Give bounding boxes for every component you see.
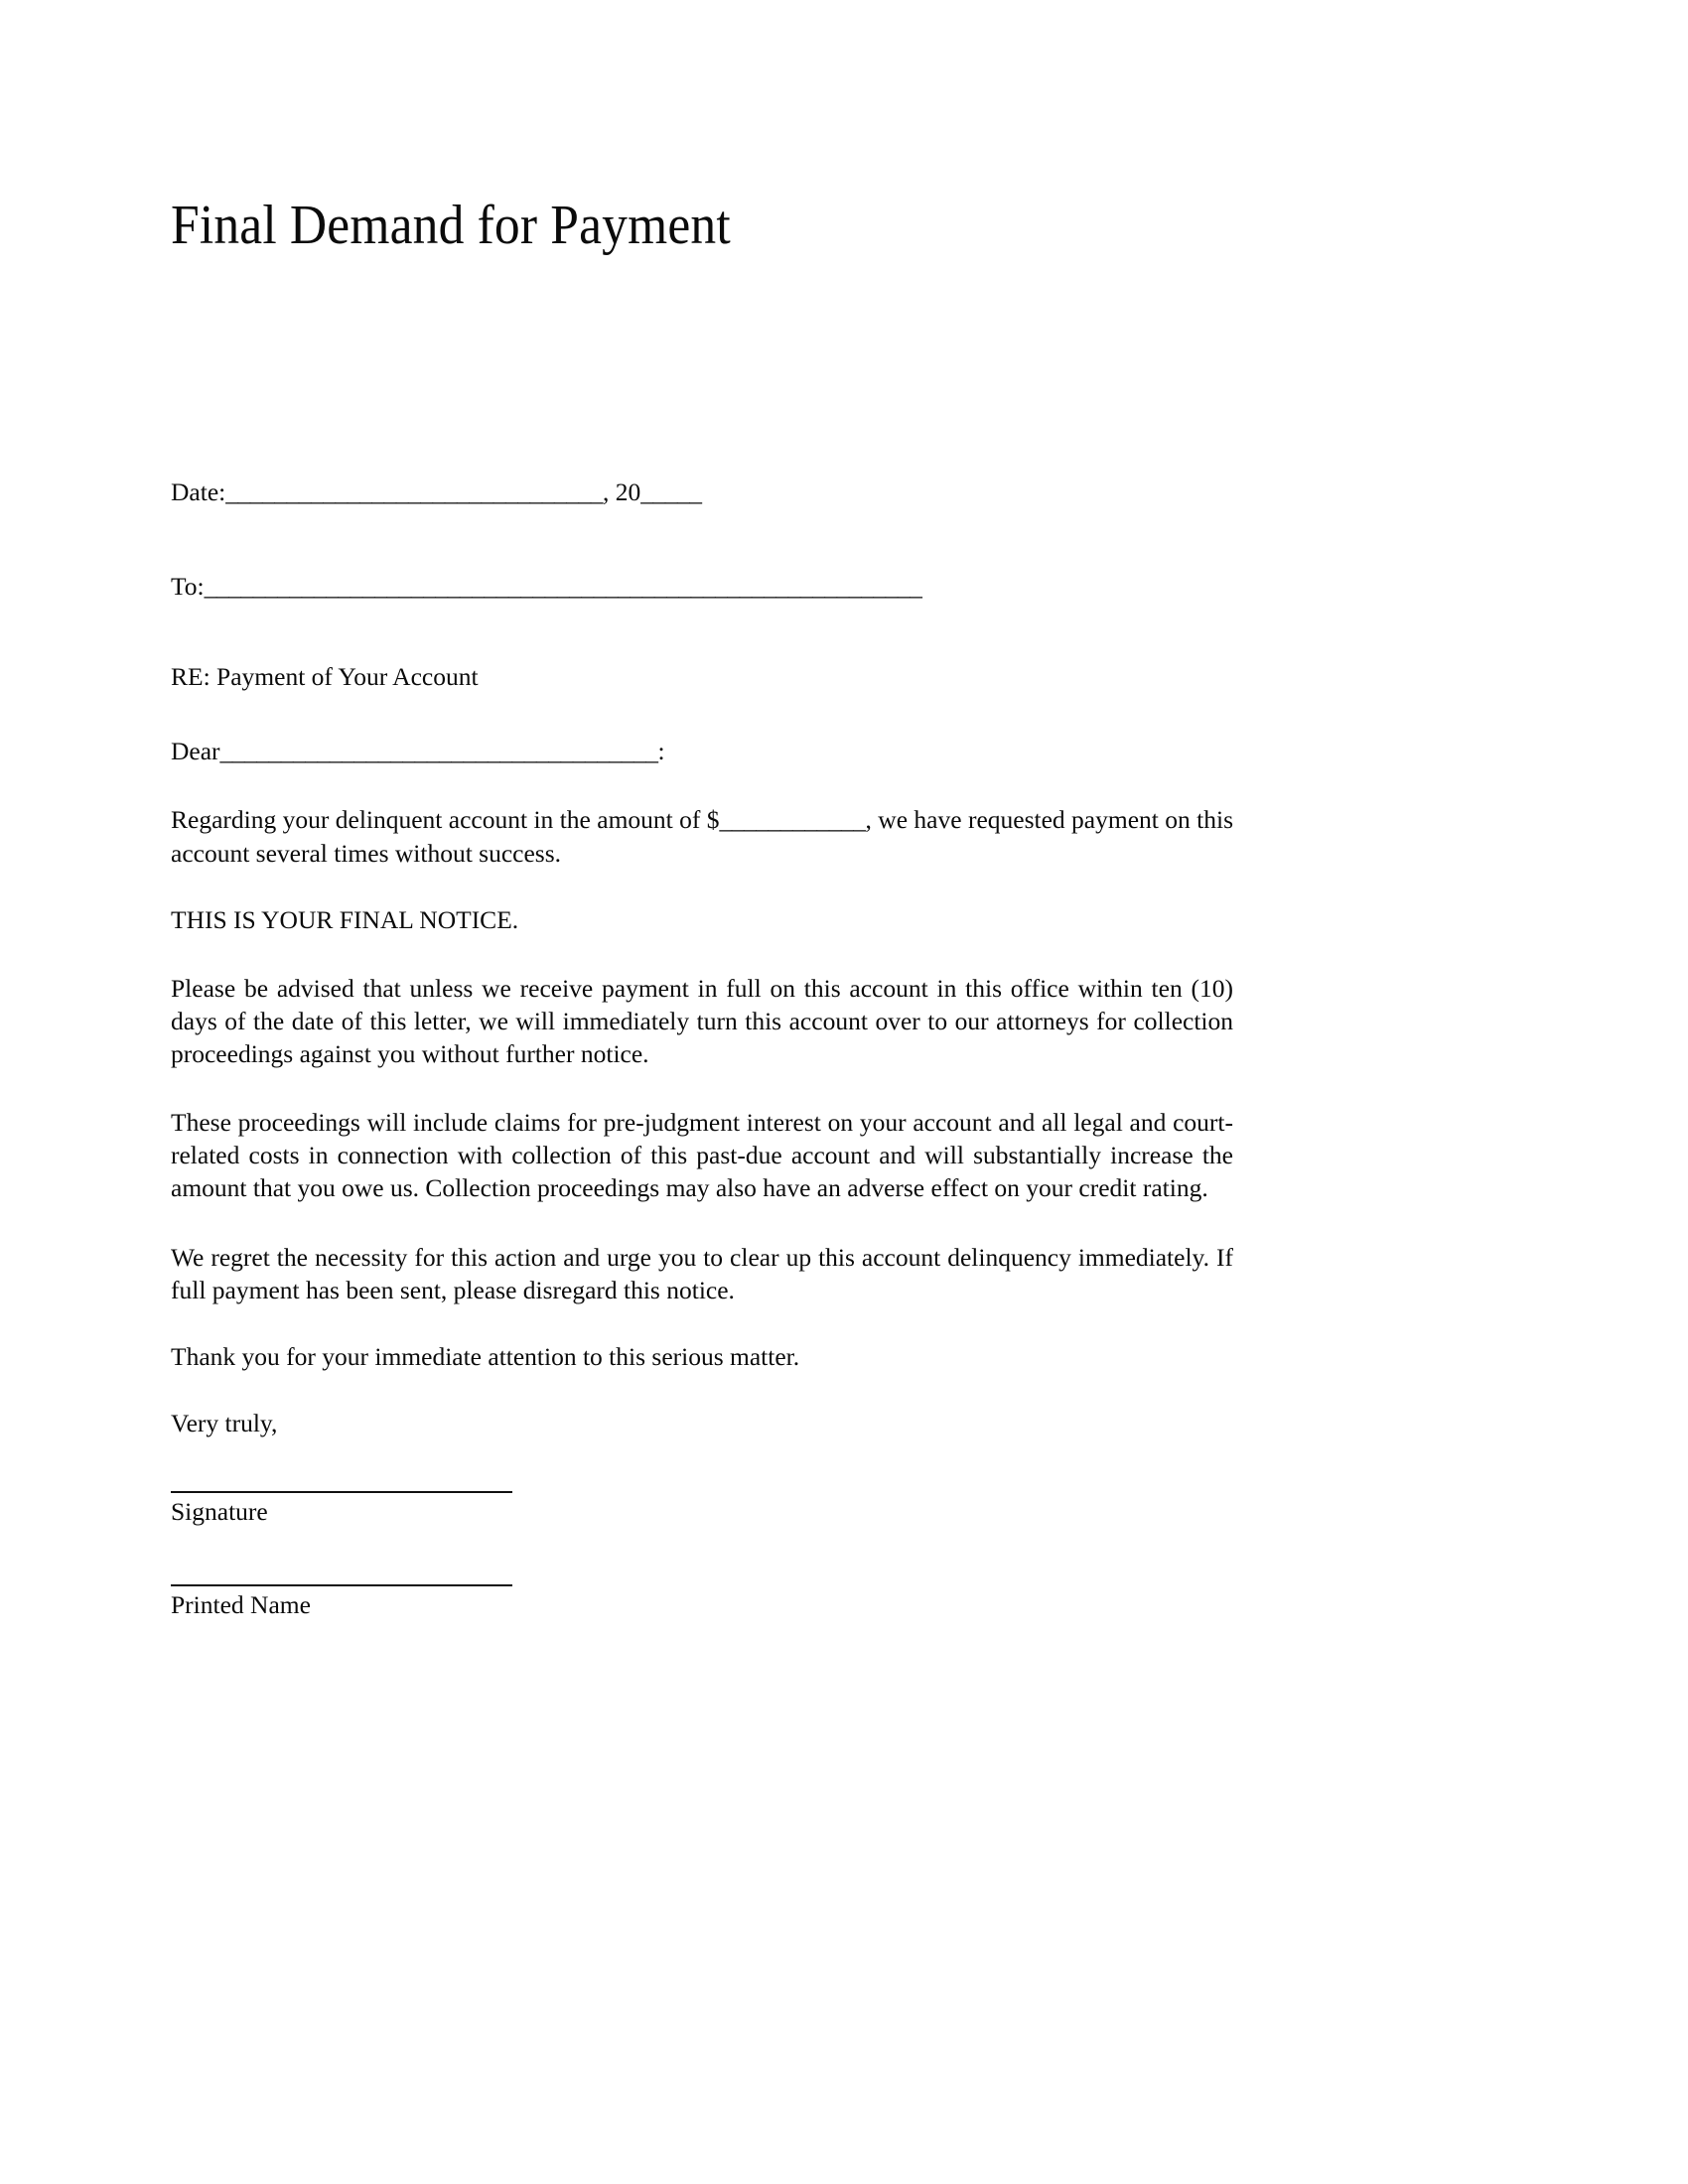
signature-spacer	[171, 1529, 1233, 1584]
page-title: Final Demand for Payment	[171, 195, 731, 256]
salutation-blank[interactable]: ____________________________________	[219, 737, 658, 766]
paragraph-regarding	[171, 803, 1233, 869]
salutation-row	[171, 735, 1233, 767]
date-year-prefix: , 20	[602, 477, 641, 506]
date-year-blank[interactable]: _____	[640, 477, 702, 506]
final-notice-statement: THIS IS YOUR FINAL NOTICE.	[171, 904, 519, 934]
salutation-label: Dear	[171, 737, 220, 766]
subject-line	[171, 660, 1233, 693]
to-blank[interactable]: ___________________________________________________________	[204, 571, 922, 601]
to-label: To:	[171, 571, 205, 601]
closing-salutation: Very truly,	[171, 1409, 278, 1438]
salutation-colon: :	[657, 737, 665, 766]
date-field-row	[171, 476, 1233, 508]
recipient-field-row	[171, 570, 1233, 603]
printed-name-label: Printed Name	[171, 1589, 311, 1619]
date-label: Date:	[171, 477, 226, 506]
paragraph-thanks: Thank you for your immediate attention to this serious matter.	[171, 1341, 800, 1371]
signature-label: Signature	[171, 1497, 268, 1527]
amount-blank[interactable]: ____________	[719, 805, 866, 835]
signature-block	[171, 1491, 1233, 1621]
regarding-suffix: , we have requested payment on this account several times without success.	[171, 805, 1233, 868]
document-content	[171, 0, 1233, 1621]
paragraph-proceedings: These proceedings will include claims for pre-judgment interest on your account and all legal and court-related costs in connection with collection of this past-due account and will substantially increase the amount that you owe us. Collection proceedings may also have an adverse effect on your credit rating.	[171, 1108, 1233, 1203]
paragraph-advisory: Please be advised that unless we receive payment in full on this account in this office within ten (10) days of the date of this letter, we will immediately turn this account over to our attorneys for collection proceedings against you without further notice.	[171, 973, 1233, 1069]
date-blank[interactable]: _______________________________	[225, 477, 603, 506]
paragraph-regret: We regret the necessity for this action and urge you to clear up this account delinquency immediately. If full payment has been sent, please disregard this notice.	[171, 1242, 1233, 1304]
regarding-prefix: Regarding your delinquent account in the amount of $	[171, 805, 720, 835]
subject-text: RE: Payment of Your Account	[171, 662, 479, 692]
